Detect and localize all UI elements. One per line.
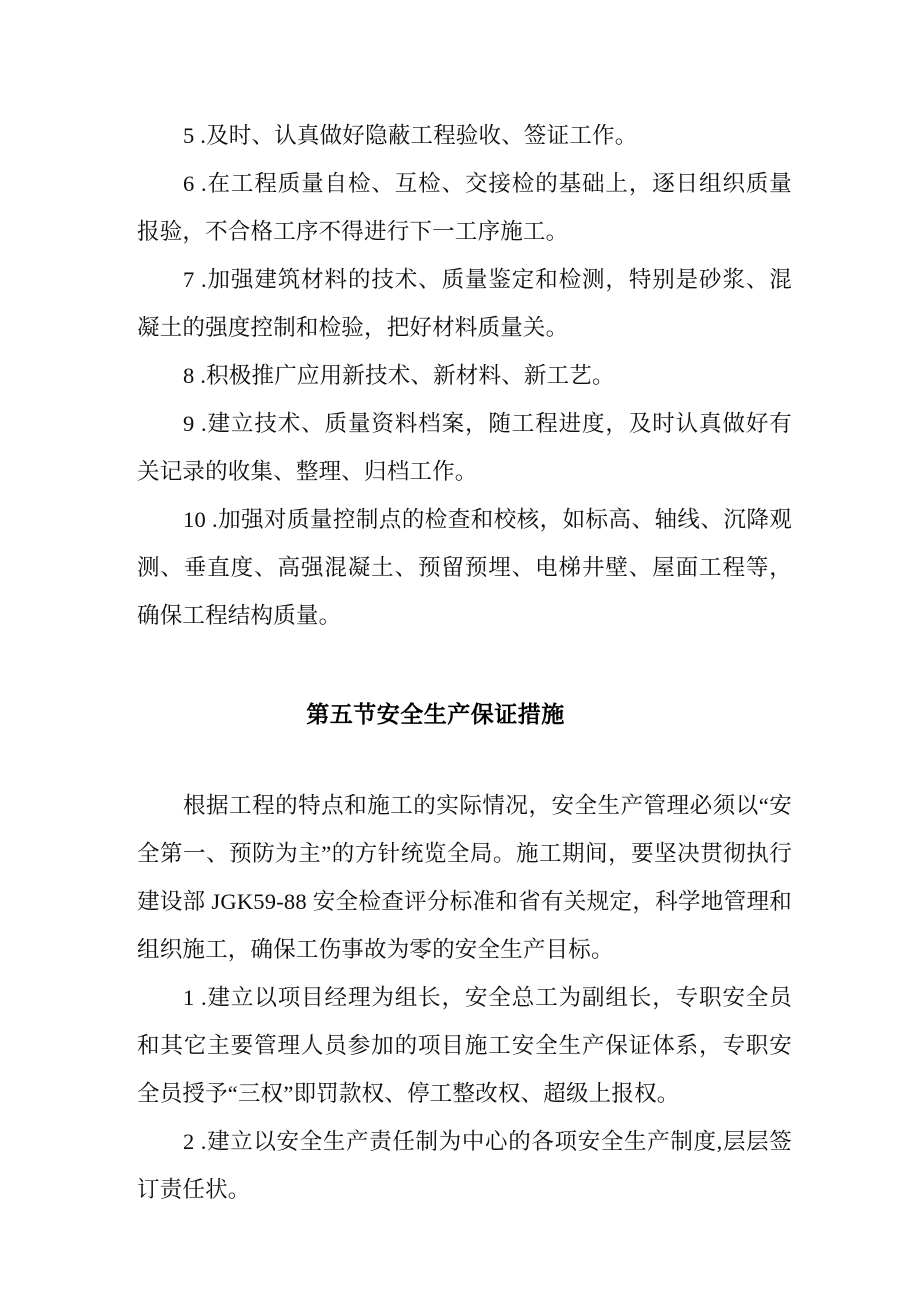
list-item [137,256,792,352]
list-item [137,974,792,1118]
list-item [137,352,792,400]
list-item-text: 加强建筑材料的技术、质量鉴定和检测，特别是砂浆、混凝土的强度控制和检验，把好材料质量关。 [137,267,792,340]
heading-spacer-above [137,640,792,690]
list-item [137,160,792,256]
list-item-marker: 6 . [183,171,207,196]
list-item-marker: 5 . [183,123,207,148]
list-item-marker: 10 . [183,507,218,532]
heading-spacer-below [137,738,792,782]
list-item-text: 加强对质量控制点的检查和校核，如标高、轴线、沉降观测、垂直度、高强混凝土、预留预埋、电梯井壁、屋面工程等，确保工程结构质量。 [137,507,792,628]
list-item-text: 积极推广应用新技术、新材料、新工艺。 [206,363,615,388]
list-item-marker: 8 . [183,363,207,388]
list-item-text: 建立以安全生产责任制为中心的各项安全生产制度,层层签订责任状。 [137,1129,793,1202]
list-item-text: 在工程质量自检、互检、交接检的基础上，逐日组织质量报验，不合格工序不得进行下一工序施工。 [137,171,792,244]
list-item-text: 建立技术、质量资料档案，随工程进度，及时认真做好有关记录的收集、整理、归档工作。 [137,411,792,484]
list-item-marker: 1 . [183,985,207,1010]
list-item-marker: 9 . [183,411,207,436]
list-item [137,1118,792,1214]
list-item-marker: 7 . [183,267,207,292]
list-item [137,496,792,640]
page-content [137,112,792,1214]
list-item [137,112,792,160]
section-intro-paragraph: 根据工程的特点和施工的实际情况，安全生产管理必须以“安全第一、预防为主”的方针统览全局。施工期间，要坚决贯彻执行建设部 JGK59-88 安全检查评分标准和省有关规定，科学地管理和组织施工，确保工伤事故为零的安全生产目标。 [137,793,792,962]
list-item-text: 及时、认真做好隐蔽工程验收、签证工作。 [206,123,638,148]
list-item-marker: 2 . [183,1129,207,1154]
list-item [137,400,792,496]
list-item-text: 建立以项目经理为组长，安全总工为副组长，专职安全员和其它主要管理人员参加的项目施工安全生产保证体系，专职安全员授予“三权”即罚款权、停工整改权、超级上报权。 [137,985,792,1106]
section-heading: 第五节安全生产保证措施 [306,701,565,727]
